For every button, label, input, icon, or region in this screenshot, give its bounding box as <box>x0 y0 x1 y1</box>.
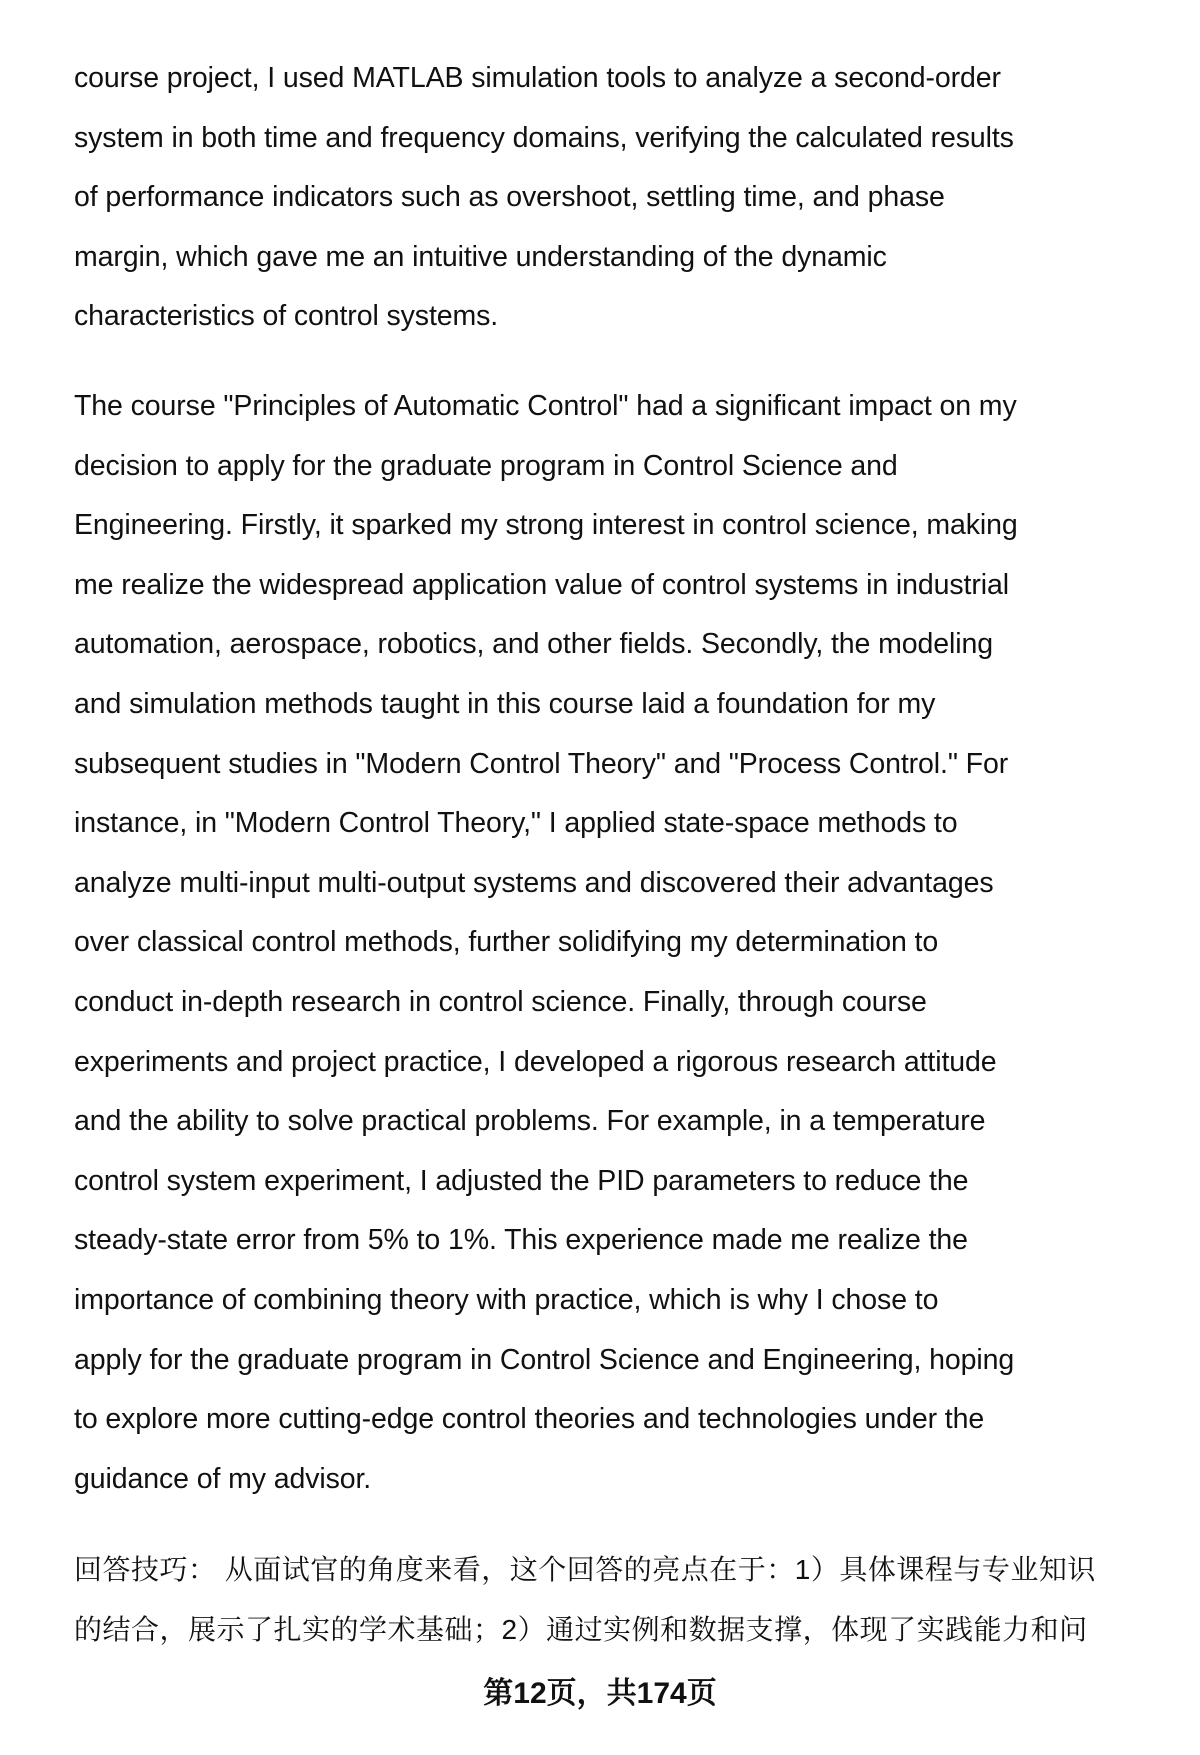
paragraph-answer-tips <box>74 1540 1174 1659</box>
text-line: me realize the widespread application value of control systems in industrial <box>74 568 1009 601</box>
text-line: subsequent studies in "Modern Control Theory" and "Process Control." For <box>74 747 1009 780</box>
text-line: instance, in "Modern Control Theory," I applied state-space methods to <box>74 807 958 840</box>
text-line: over classical control methods, further solidifying my determination to <box>74 926 939 959</box>
text-line: Engineering. Firstly, it sparked my strong interest in control science, making <box>74 509 1018 542</box>
page-number: 第12页，共174页 <box>483 1677 717 1710</box>
text-line: 的结合，展示了扎实的学术基础；2）通过实例和数据支撑，体现了实践能力和问 <box>74 1613 1088 1645</box>
text-line: characteristics of control systems. <box>74 300 499 333</box>
text-line: steady-state error from 5% to 1%. This experience made me realize the <box>74 1224 968 1257</box>
text-line: margin, which gave me an intuitive understanding of the dynamic <box>74 240 887 273</box>
paragraph-course-impact <box>74 377 1174 1509</box>
text-line: experiments and project practice, I developed a rigorous research attitude <box>74 1045 997 1078</box>
text-line: decision to apply for the graduate program in Control Science and <box>74 449 898 482</box>
text-line: and simulation methods taught in this course laid a foundation for my <box>74 687 936 720</box>
text-line: control system experiment, I adjusted the PID parameters to reduce the <box>74 1164 969 1197</box>
text-line: of performance indicators such as overshoot, settling time, and phase <box>74 181 945 214</box>
text-line: guidance of my advisor. <box>74 1462 372 1495</box>
text-line: analyze multi-input multi-output systems and discovered their advantages <box>74 866 994 899</box>
text-line: apply for the graduate program in Control Science and Engineering, hoping <box>74 1343 1015 1376</box>
text-line: to explore more cutting-edge control theories and technologies under the <box>74 1403 985 1436</box>
text-line: system in both time and frequency domains, verifying the calculated results <box>74 121 1014 154</box>
text-line: and the ability to solve practical problems. For example, in a temperature <box>74 1105 986 1138</box>
text-line: conduct in-depth research in control science. Finally, through course <box>74 985 927 1018</box>
text-line: course project, I used MATLAB simulation tools to analyze a second-order <box>74 62 1001 94</box>
text-line: automation, aerospace, robotics, and other fields. Secondly, the modeling <box>74 628 993 661</box>
text-line: The course "Principles of Automatic Control" had a significant impact on my <box>74 390 1017 422</box>
paragraph-matlab-project <box>74 49 1174 347</box>
text-line: importance of combining theory with practice, which is why I chose to <box>74 1283 939 1316</box>
text-line: 回答技巧： 从面试官的角度来看，这个回答的亮点在于：1）具体课程与专业知识 <box>74 1554 1096 1585</box>
